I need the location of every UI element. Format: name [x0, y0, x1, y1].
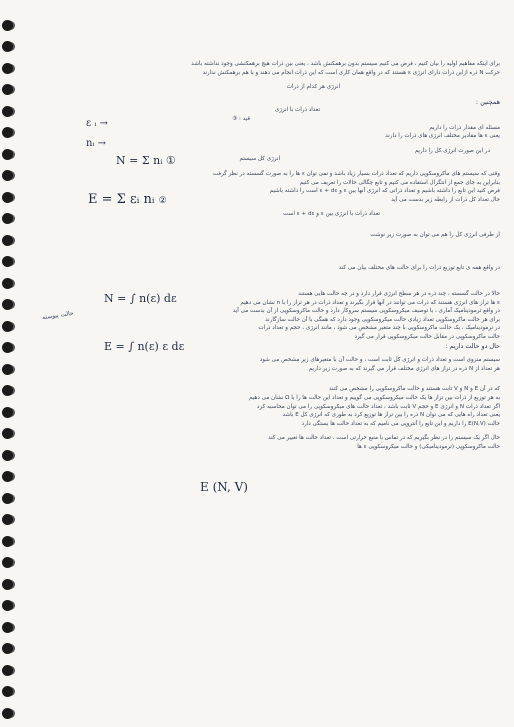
note-line: فرض کنید این تابع را داشته باشیم و تعداد ذراتی که انرژی آنها بین ε و ε + dε است را داشته باشیم	[269, 188, 500, 195]
binding-ring	[2, 106, 13, 117]
note-line: در ترمودینامیک ، یک حالت ماکروسکوپی با چند متغیر مشخص می شود ، مانند انرژی ، حجم و تعداد ذرات	[258, 325, 500, 332]
side-note-text: حالت پیوسته	[41, 309, 75, 322]
binding-ring	[2, 278, 13, 289]
binding-ring	[2, 235, 13, 246]
note-line: حال تعداد کل ذرات از رابطه زیر بدست می آید	[391, 196, 500, 203]
binding-ring	[2, 514, 13, 525]
binding-ring	[2, 686, 13, 697]
binding-ring	[2, 321, 13, 332]
note-line: تعداد ذرات با انرژی	[274, 107, 320, 114]
binding-ring	[2, 127, 13, 138]
equation-text: E = ∫ n(ε) ε dε	[104, 340, 185, 353]
note-line: حالت ماکروسکوپی در مقابل حالت میکروسکوپی قرار می گیرد	[354, 334, 500, 341]
binding-ring	[2, 63, 13, 74]
note-line: از طرفی انرژی کل را هم می توان به صورت زیر نوشت	[370, 231, 500, 238]
note-line: وقتی که سیستم های ماکروسکوپی داریم که تعداد ذرات بسیار زیاد باشد و نمی توان ε ها را به صورت گسسته در نظر گرفت	[212, 170, 500, 177]
binding-ring	[2, 192, 13, 203]
binding-ring	[2, 450, 13, 461]
equation-text: N = Σ nᵢ	[116, 154, 163, 167]
binding-ring	[2, 170, 13, 181]
circle-number: ②	[158, 196, 167, 206]
note-line: در واقع همه ی تابع توزیع ذرات را برای حالت های مختلف بیان می کند	[338, 264, 500, 271]
spiral-binding	[0, 0, 24, 727]
binding-ring	[2, 342, 13, 353]
note-line: در واقع ترمودینامیک آماری ، با توصیف میکروسکوپی سیستم سروکار دارد و حالت ماکروسکوپی از آن بدست می آید	[232, 308, 500, 315]
note-line: اگر تعداد ذرات N و انرژی E و حجم V ثابت باشد ، تعداد حالت های میکروسکوپی را می توان محاسبه کرد	[257, 403, 500, 410]
binding-ring	[2, 493, 13, 504]
binding-ring	[2, 557, 13, 568]
binding-ring	[2, 600, 13, 611]
note-line: بنابراین به جای جمع از انتگرال استفاده می کنیم و تابع چگالی حالات را تعریف می کنیم	[299, 179, 500, 186]
note-line: که در آن E و N و V ثابت هستند و حالت ماکروسکوپی را مشخص می کنند	[329, 386, 500, 393]
note-line: برای اینکه مفاهیم اولیه را بیان کنیم ، فرض می کنیم سیستم بدون برهمکنش باشد ، یعنی بین ذرات هیچ برهمکنشی وجود نداشته باشد	[191, 61, 500, 67]
equation-text: ε ᵢ →	[86, 118, 108, 129]
note-line: یعنی ε ها مقادیر مختلف انرژی های ذرات را دارند	[385, 133, 500, 140]
binding-ring	[2, 20, 13, 31]
note-line: حالا در حالت گسسته ، چند ذره در هر سطح انرژی قرار دارد و در چه حالت هایی هستند	[298, 291, 500, 298]
binding-ring	[2, 579, 13, 590]
note-line: حرکت N ذره ازاین ذرات دارای انرژی ε هستند که در واقع همان کاری است که این ذرات انجام می دهند و با هم برهمکنش ندارند	[202, 69, 500, 76]
equation-text: nᵢ →	[86, 138, 107, 149]
note-line: انرژی کل سیستم	[239, 156, 280, 163]
handwritten-notes	[70, 60, 500, 720]
note-line: ε ها تراز های انرژی هستند که ذرات می توانند در آنها قرار بگیرند و تعداد ذرات در هر تراز را با n نشان می دهیم	[240, 299, 500, 306]
binding-ring	[2, 84, 13, 95]
note-line: برای هر حالت ماکروسکوپی تعداد زیادی حالت میکروسکوپی وجود دارد که همگی با آن حالت سازگارند	[265, 316, 500, 323]
equation-text: E (N, V)	[200, 480, 248, 494]
circle-number: ③	[232, 115, 238, 122]
binding-ring	[2, 407, 13, 418]
note-line	[70, 115, 500, 124]
equation-text: N = ∫ n(ε) dε	[104, 292, 177, 305]
note-line: همچنین :	[475, 97, 500, 106]
binding-ring	[2, 364, 13, 375]
note-line: در این صورت انرژی کل را داریم	[414, 147, 490, 154]
binding-ring	[2, 536, 13, 547]
note-line: تعداد ذرات با انرژی بین ε و ε + dε است	[283, 211, 380, 218]
note-line: حال دو حالت داریم :	[445, 341, 500, 350]
equation-text: E = Σ εᵢ nᵢ	[88, 192, 155, 207]
circle-number: ①	[165, 154, 176, 167]
note-line: حال اگر یک سیستم را در نظر بگیریم که در تماس با منبع حرارتی است ، تعداد حالت ها تغییر می کند	[268, 435, 500, 442]
note-line: مسئله ای مقدار ذرات را داریم	[429, 124, 500, 131]
binding-ring	[2, 708, 13, 719]
binding-ring	[2, 299, 13, 310]
binding-ring	[2, 41, 13, 52]
binding-ring	[2, 428, 13, 439]
binding-ring	[2, 149, 13, 160]
note-line: انرژی هر کدام از ذرات	[286, 84, 340, 91]
binding-ring	[2, 213, 13, 224]
binding-ring	[2, 643, 13, 654]
binding-ring	[2, 665, 13, 676]
note-line: سیستم منزوی است و تعداد ذرات و انرژی کل ثابت است ، و حالت آن با متغیرهای زیر مشخص می شود	[259, 357, 500, 364]
binding-ring	[2, 622, 13, 633]
note-line: حالت ماکروسکوپی (ترمودینامیکی) و حالت میکروسکوپی ε ها	[357, 444, 500, 450]
note-line: هر تعداد از N ذره در تراز های انرژی مختلف قرار می گیرند که به صورت زیر داریم	[308, 365, 500, 372]
note-line: به هر توزیع از ذرات بین تراز ها یک حالت میکروسکوپی می گوییم و تعداد این حالت ها را با Ω نشان می دهیم	[248, 395, 500, 402]
note-line: یعنی تعداد راه هایی که می توان N ذره را بین تراز ها توزیع کرد به طوری که انرژی کل E باشد	[282, 412, 500, 419]
binding-ring	[2, 471, 13, 482]
binding-ring	[2, 385, 13, 396]
note-line: حالت E(N,V) را داریم و این تابع را آنتروپی می نامیم که به تعداد حالت ها بستگی دارد	[301, 420, 500, 427]
binding-ring	[2, 256, 13, 267]
constraint-label: قید :	[239, 115, 250, 122]
